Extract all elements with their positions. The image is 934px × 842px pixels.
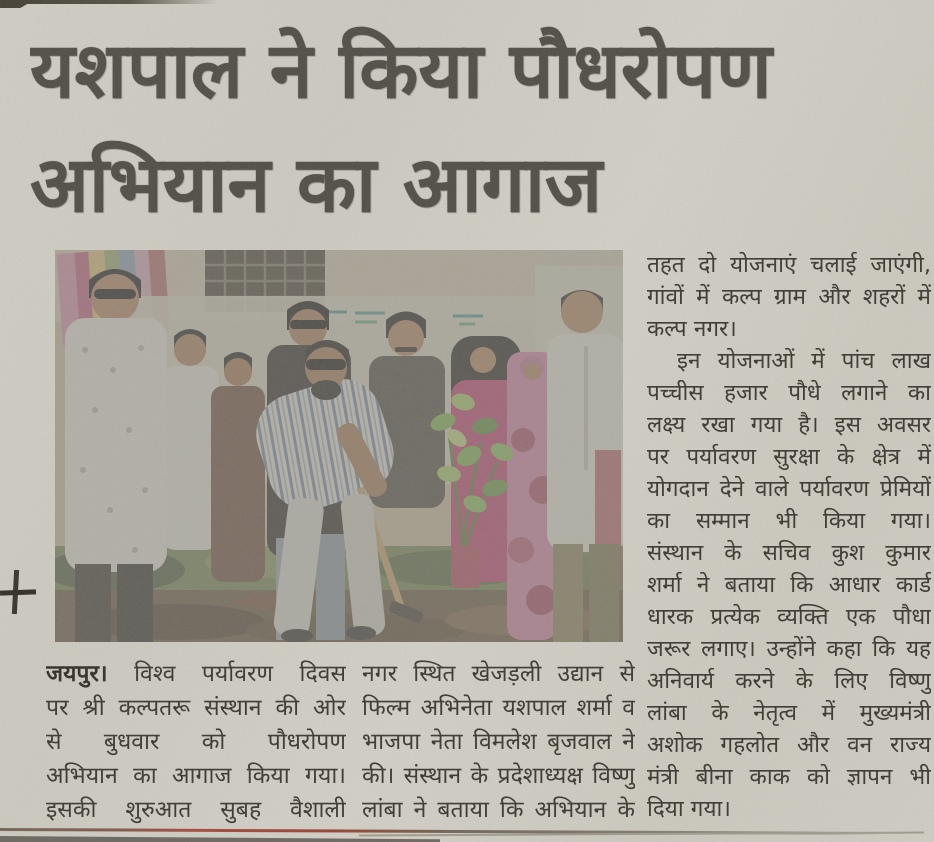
text-span: विश्व पर्यावरण दिवस [134, 661, 346, 687]
text-line: से बुधवार को पौधरोपण [46, 729, 346, 755]
text-line: की। संस्थान के प्रदेशाध्यक्ष विष्णु [362, 763, 635, 789]
text-line: संस्थान के सचिव कुश कुमार [647, 540, 931, 566]
text-line: इसकी शुरुआत सुबह वैशाली [46, 797, 346, 823]
scan-shadow [0, 836, 440, 842]
scan-corner-mark [0, 0, 34, 8]
text-line: अनिवार्य करने के लिए विष्णु [647, 668, 931, 694]
text-line: अभियान का आगाज किया गया। [46, 763, 346, 789]
text-line: गांवों में कल्प ग्राम और शहरों में [647, 284, 931, 310]
text-line: पर श्री कल्पतरू संस्थान की ओर [46, 695, 346, 721]
text-line: दिया गया। [647, 796, 731, 822]
news-photo [55, 250, 623, 642]
article-column-middle [362, 657, 635, 827]
text-line: पच्चीस हजार पौधे लगाने का [647, 380, 931, 406]
text-line: मंत्री बीना काक को ज्ञापन भी [647, 764, 931, 790]
text-line: पर पर्यावरण सुरक्षा के क्षेत्र में [647, 444, 931, 470]
text-line: फिल्म अभिनेता यशपाल शर्मा व [362, 695, 635, 721]
text-line: इन योजनाओं में पांच लाख [677, 348, 931, 374]
text-line: अशोक गहलोत और वन राज्य [647, 732, 931, 758]
text-line: भाजपा नेता विमलेश बृजवाल ने [362, 729, 635, 755]
text-line: लांबा के नेतृत्व में मुख्यमंत्री [647, 700, 931, 726]
text-line: धारक प्रत्येक व्यक्ति एक पौधा [647, 604, 931, 630]
fold-cross-mark [0, 568, 38, 618]
text-line: योगदान देने वाले पर्यावरण प्रेमियों [647, 476, 931, 502]
headline-line-2: अभियान का आगाज [30, 141, 603, 230]
photo-grain-light [55, 250, 623, 642]
text-line: लांबा ने बताया कि अभियान के [362, 797, 635, 823]
article-column-left [46, 657, 346, 827]
text-line: शर्मा ने बताया कि आधार कार्ड [647, 572, 931, 598]
news-photo-illustration [55, 250, 623, 642]
dateline: जयपुर। [46, 661, 108, 687]
text-line-dateline [46, 657, 346, 691]
text-line: नगर स्थित खेजड़ली उद्यान से [362, 661, 635, 687]
text-line: जरूर लगाए। उन्होंने कहा कि यह [647, 636, 931, 662]
article-column-right [647, 249, 931, 825]
text-line: कल्प नगर। [647, 316, 737, 342]
article-headline [30, 16, 914, 244]
headline-line-1: यशपाल ने किया पौधरोपण [30, 27, 772, 116]
text-line: का सम्मान भी किया गया। [647, 508, 931, 534]
text-line: तहत दो योजनाएं चलाई जाएंगी, [647, 252, 931, 278]
text-line: लक्ष्य रखा गया है। इस अवसर [647, 412, 931, 438]
